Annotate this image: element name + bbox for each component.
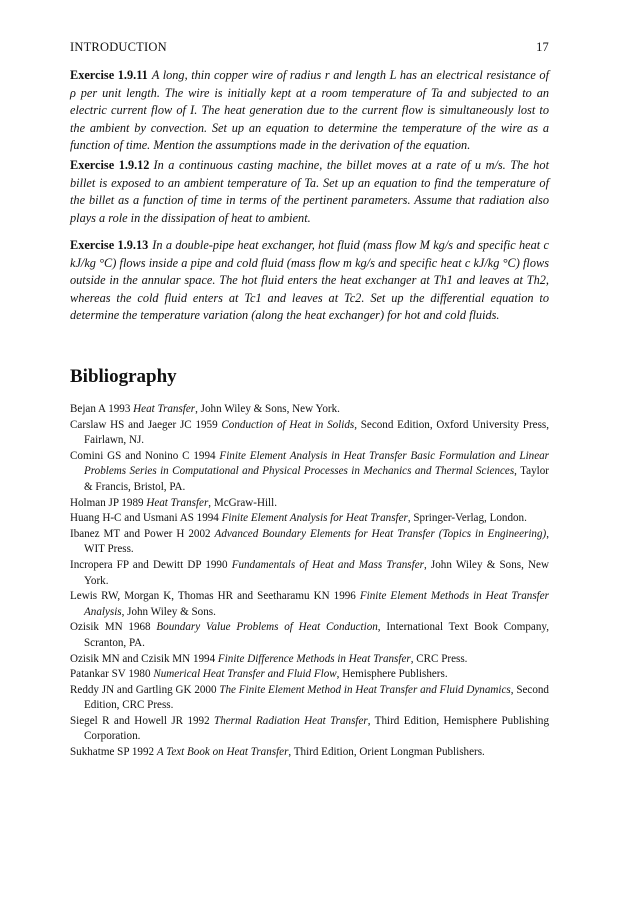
entry-publisher: , Third Edition, Orient Longman Publishers. (288, 746, 485, 759)
exercise-label: Exercise 1.9.13 (70, 238, 149, 252)
entry-authors: Holman JP 1989 (70, 496, 147, 509)
entry-title: Fundamentals of Heat and Mass Transfer (231, 558, 424, 571)
entry-title: The Finite Element Method in Heat Transfer and Fluid Dynamics (219, 683, 511, 696)
entry-authors: Bejan A 1993 (70, 403, 134, 415)
bibliography-entry (70, 667, 549, 683)
entry-authors: Incropera FP and Dewitt DP 1990 (70, 558, 232, 571)
entry-title: Thermal Radiation Heat Transfer (214, 714, 368, 727)
bibliography-entry (70, 449, 549, 496)
entry-publisher: , John Wiley & Sons. (121, 605, 216, 618)
entry-authors: Lewis RW, Morgan K, Thomas HR and Seetharamu KN 1996 (70, 590, 360, 603)
exercise-1-9-12 (70, 157, 549, 227)
bibliography-entry (70, 745, 549, 761)
entry-title: Conduction of Heat in Solids (221, 418, 355, 431)
running-title: INTRODUCTION (70, 40, 167, 54)
bibliography-entry (70, 558, 549, 589)
exercise-text: A long, thin copper wire of radius r and length L has an electrical resistance of ρ per unit length. The wire is initially kept at a room temperature of Ta and subjected to an electric current flow of I. The heat generation due to the current flow is simultaneously lost to the ambient by convection. Set up an equation to determine the temperature of the wire as a function of time. Mention the assumptions made in the derivation of the equation. (70, 68, 549, 152)
entry-publisher: , International Text Book Company, Scranton, PA. (84, 621, 549, 649)
entry-publisher: , Hemisphere Publishers. (336, 668, 448, 681)
entry-authors: Huang H-C and Usmani AS 1994 (70, 512, 222, 525)
bibliography-entry (70, 402, 549, 418)
exercise-1-9-11 (70, 67, 549, 155)
entry-authors: Siegel R and Howell JR 1992 (70, 714, 215, 727)
entry-publisher: , John Wiley & Sons, New York. (84, 558, 549, 587)
entry-authors: Sukhatme SP 1992 (70, 746, 157, 759)
entry-title: A Text Book on Heat Transfer (156, 746, 289, 759)
entry-title: Boundary Value Problems of Heat Conduction (156, 621, 378, 634)
entry-publisher: , Taylor & Francis, Bristol, PA. (84, 465, 549, 493)
bibliography-entry (70, 683, 549, 714)
bibliography-entry (70, 418, 549, 449)
entry-publisher: , WIT Press. (84, 527, 549, 556)
entry-authors: Carslaw HS and Jaeger JC 1959 (70, 418, 222, 431)
page-number: 17 (536, 40, 549, 54)
entry-publisher: , Second Edition, CRC Press. (84, 683, 549, 712)
entry-authors: Comini GS and Nonino C 1994 (70, 449, 220, 462)
exercise-label: Exercise 1.9.11 (70, 68, 148, 82)
entry-title: Finite Element Analysis in Heat Transfer Basic Formulation and Linear Problems Series in Computational and Physical Processes in Mechanics and Thermal Sciences (84, 449, 549, 478)
bibliography-entry (70, 652, 549, 668)
entry-title: Advanced Boundary Elements for Heat Transfer (Topics in Engineering) (214, 527, 547, 540)
bibliography-list (70, 402, 549, 761)
exercise-label: Exercise 1.9.12 (70, 158, 150, 172)
bibliography-entry (70, 620, 549, 651)
exercise-text: In a continuous casting machine, the billet moves at a rate of u m/s. The hot billet is exposed to an ambient temperature of Ta. Set up an equation to find the temperature of the billet as a function of time in terms of the pertinent parameters. Assume that radiation also plays a role in the dissipation of heat to ambient. (70, 158, 549, 225)
entry-authors: Ozisik MN and Czisik MN 1994 (70, 652, 218, 665)
exercise-text: In a double-pipe heat exchanger, hot fluid (mass flow M kg/s and specific heat c kJ/kg °C) flows inside a pipe and cold fluid (mass flow m kg/s and specific heat c kJ/kg °C) flows outside in the annular space. The hot fluid enters the heat exchanger at Th1 and leaves at Th2, whereas the cold fluid enters at Tc1 and leaves at Tc2. Set up the differential equation to determine the temperature variation (along the heat exchanger) for hot and cold fluids. (70, 238, 549, 322)
entry-publisher: , CRC Press. (410, 652, 468, 665)
entry-authors: Ozisik MN 1968 (70, 621, 157, 634)
bibliography-entry (70, 589, 549, 620)
entry-title: Finite Element Analysis for Heat Transfer (221, 512, 408, 525)
entry-authors: Patankar SV 1980 (70, 668, 154, 681)
bibliography-entry (70, 511, 549, 527)
entry-title: Heat Transfer (146, 496, 209, 509)
entry-title: Finite Element Methods in Heat Transfer Analysis (84, 590, 549, 618)
entry-publisher: , McGraw-Hill. (208, 496, 277, 509)
entry-title: Heat Transfer (133, 403, 196, 415)
bibliography-entry (70, 496, 549, 512)
exercise-1-9-13 (70, 237, 549, 325)
entry-title: Finite Difference Methods in Heat Transfer (217, 652, 411, 665)
entry-publisher: , John Wiley & Sons, New York. (195, 403, 340, 415)
entry-authors: Ibanez MT and Power H 2002 (70, 527, 215, 540)
bibliography-entry (70, 714, 549, 745)
entry-publisher: , Second Edition, Oxford University Press, Fairlawn, NJ. (84, 418, 549, 447)
bibliography-entry (70, 527, 549, 558)
bibliography-heading: Bibliography (70, 366, 177, 387)
entry-publisher: , Springer-Verlag, London. (407, 512, 527, 525)
entry-publisher: , Third Edition, Hemisphere Publishing Corporation. (84, 714, 549, 743)
entry-authors: Reddy JN and Gartling GK 2000 (70, 683, 220, 696)
entry-title: Numerical Heat Transfer and Fluid Flow (153, 668, 337, 681)
